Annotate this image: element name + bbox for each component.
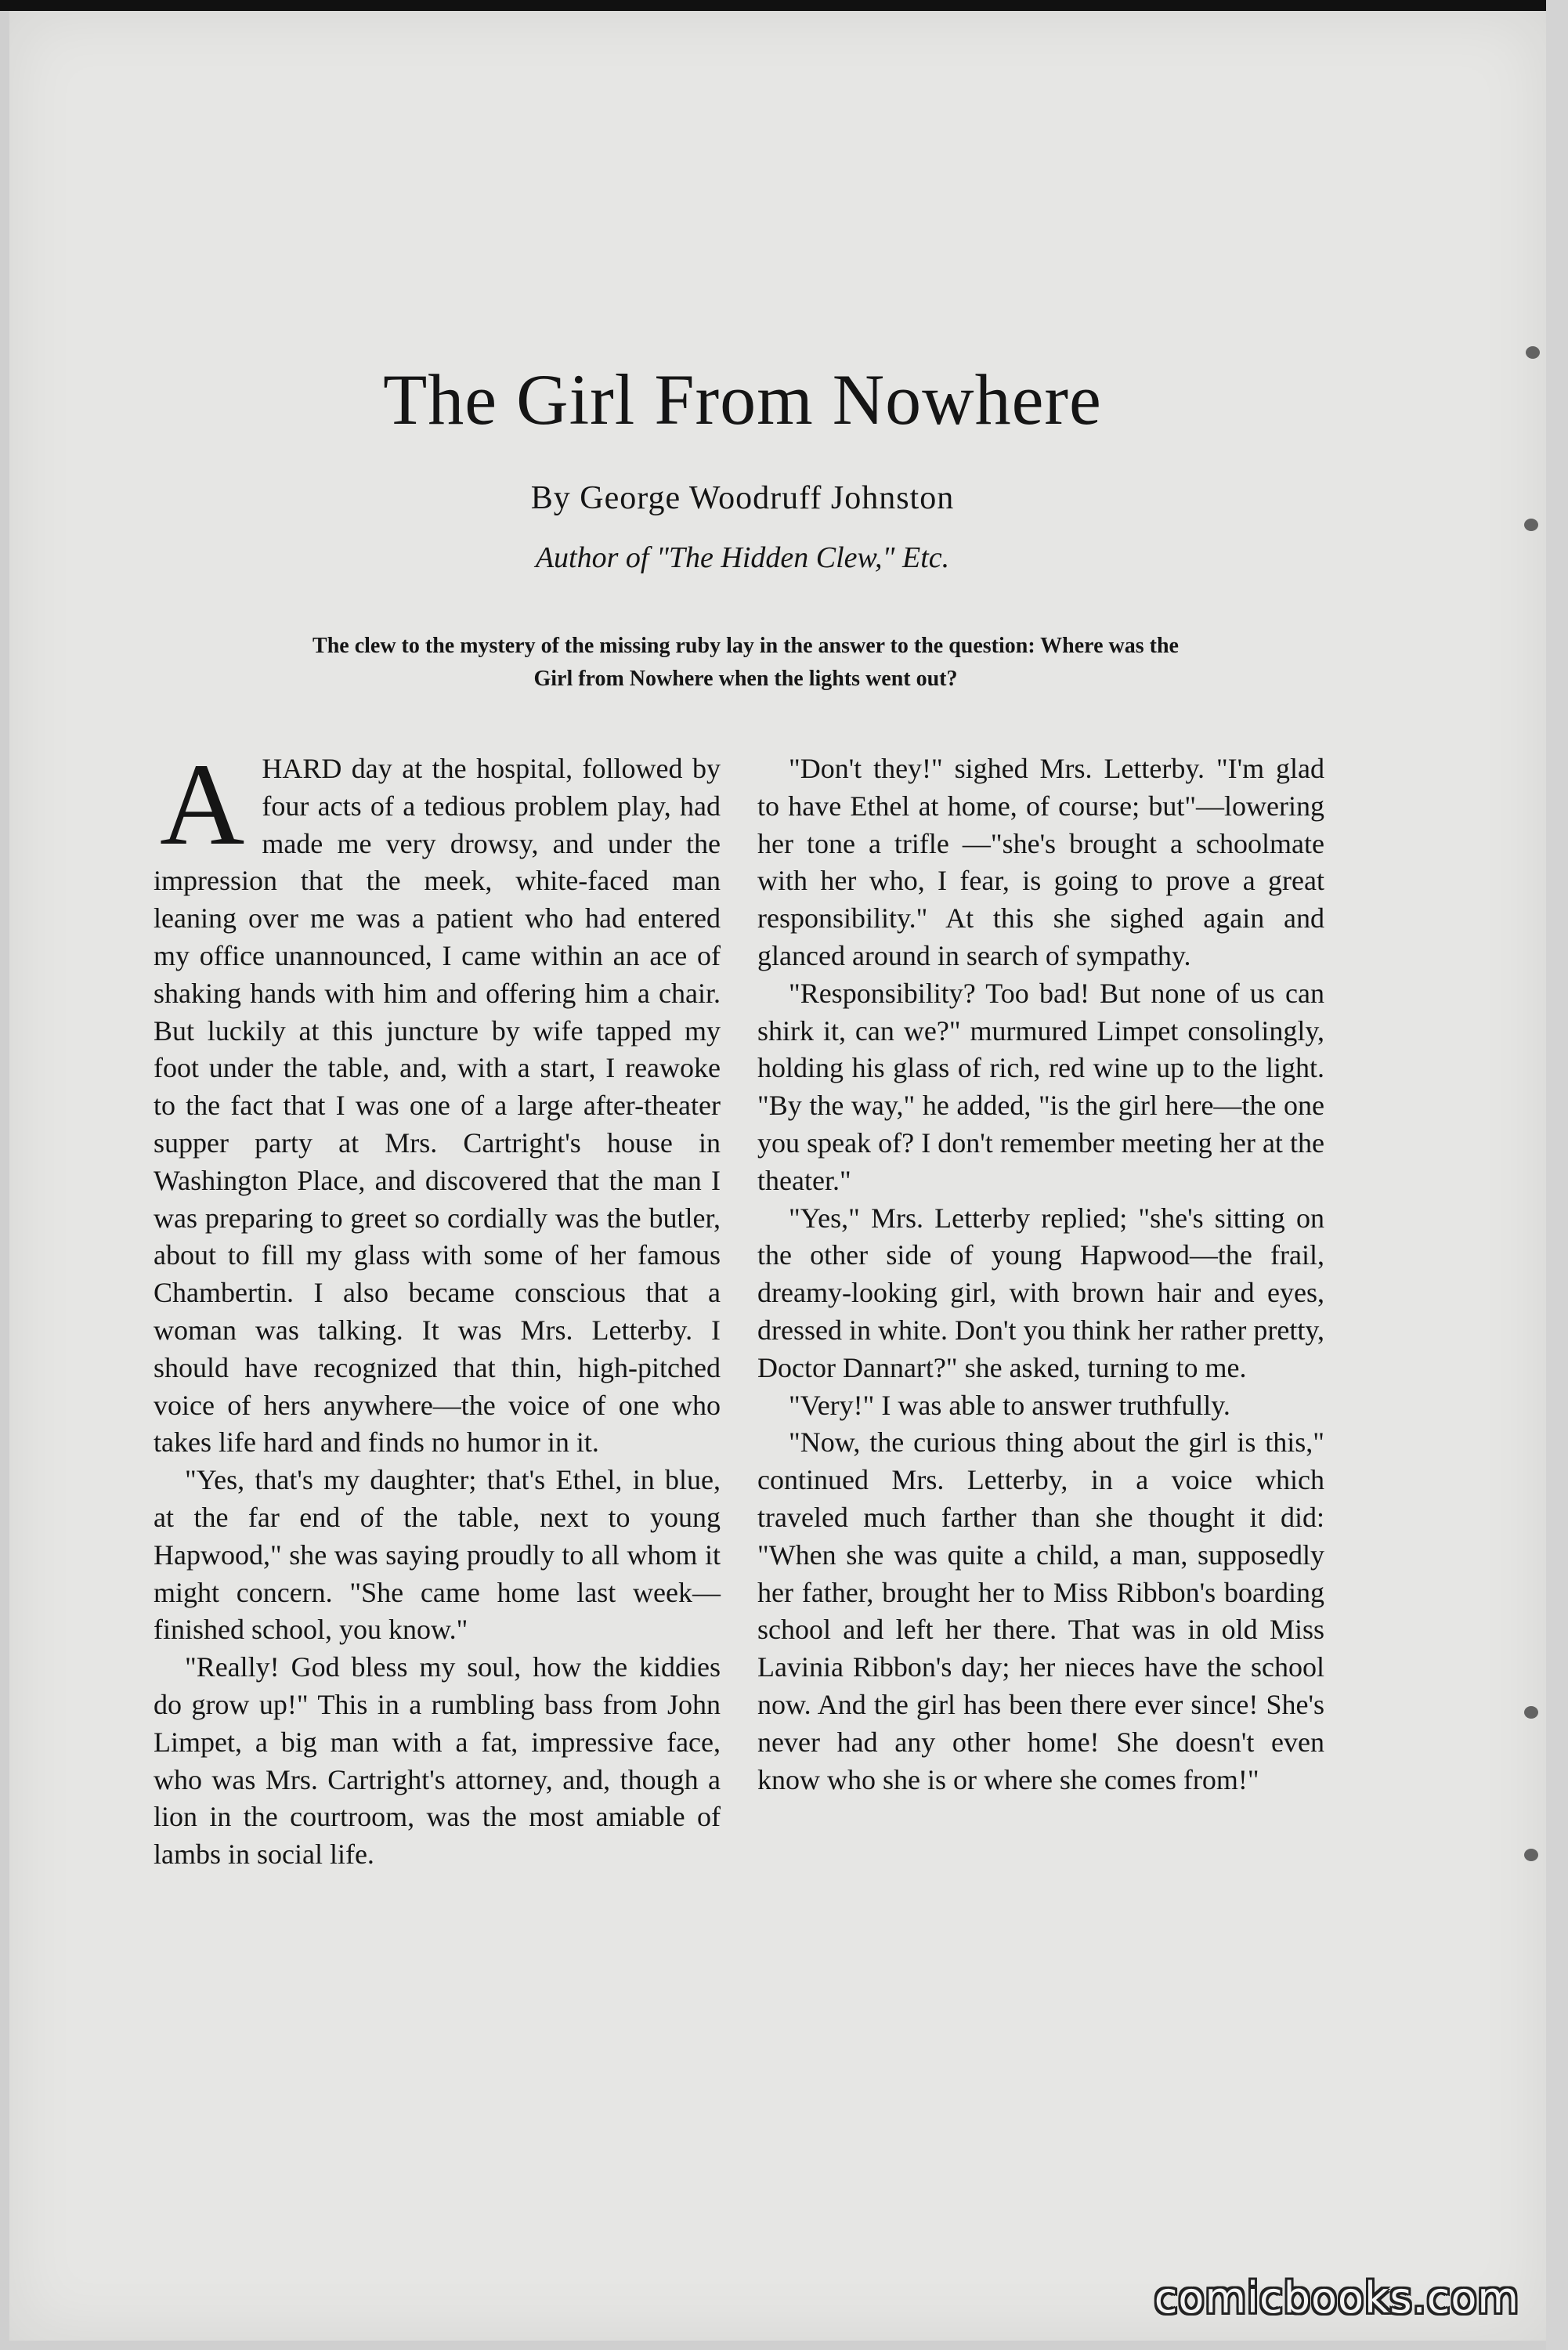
drop-cap: A [160, 739, 245, 870]
binding-hole-icon [1526, 346, 1540, 359]
paragraph: "Now, the curious thing about the girl is this," continued Mrs. Letterby, in a voice which traveled much farther than she thought it did: "When she was quite a child, a man, supposedly her father, brought her to Miss Ribbon's boarding school and left her there. That was in old Miss Lavinia Ribbon's day; her nieces have the school now. And the girl has been there ever since! She's never had any other home! She doesn't even know who she is or where she comes from!" [757, 1426, 1324, 1795]
paragraph [154, 739, 721, 1462]
page-edge [1546, 0, 1568, 2350]
story-deck: The clew to the mystery of the missing ruby lay in the answer to the question: Where was the Girl from Nowhere when the lights went out? [313, 634, 1179, 691]
binding-hole-icon [1524, 519, 1538, 531]
paragraph: "Yes," Mrs. Letterby replied; "she's sitting on the other side of young Hapwood—the frail, dreamy-looking girl, with brown hair and eyes, dressed in white. Don't you think her rather pretty, Doctor Dannart?" she asked, turning to me. [757, 1202, 1324, 1383]
paragraph: "Very!" I was able to answer truthfully. [789, 1389, 1230, 1421]
right-column [757, 750, 1324, 1799]
top-border [0, 0, 1568, 11]
binding-hole-icon [1524, 1849, 1538, 1861]
paragraph: "Yes, that's my daughter; that's Ethel, in blue, at the far end of the table, next to young Hapwood," she was saying proudly to all whom it might concern. "She came home last week—finished school, you know." [154, 1464, 721, 1646]
left-column [154, 739, 721, 1874]
paragraph-text: HARD day at the hospital, followed by four acts of a tedious problem play, had made me very drowsy, and under the impression that the meek, white-faced man leaning over me was a patient who had entered my office unannounced, I came within an ace of shaking hands with him and offering him a chair. But luckily at this juncture by wife tapped my foot under the table, and, with a start, I reawoke to the fact that I was one of a large after-theater supper party at Mrs. Cartright's house in Washington Place, and discovered that the man I was preparing to greet so cordially was the butler, about to fill my glass with some of her famous Chambertin. I also became conscious that a woman was talking. It was Mrs. Letterby. I should have recognized that thin, high-pitched voice of hers anywhere—the voice of one who takes life hard and finds no humor in it. [154, 753, 721, 1459]
author-credit: Author of "The Hidden Clew," Etc. [535, 541, 950, 574]
paragraph: "Really! God bless my soul, how the kiddies do grow up!" This in a rumbling bass from John Limpet, a big man with a fat, impressive face, who was Mrs. Cartright's attorney, and, though a lion in the courtroom, was the most amiable of lambs in social life. [154, 1651, 721, 1871]
binding-hole-icon [1524, 1706, 1538, 1719]
watermark: comicbooks.com [1154, 2273, 1519, 2323]
paragraph: "Don't they!" sighed Mrs. Letterby. "I'm glad to have Ethel at home, of course; but"—lowering her tone a trifle —"she's brought a schoolmate with her who, I fear, is going to prove a great responsibility." At this she sighed again and glanced around in search of sympathy. [757, 753, 1324, 971]
story-title: The Girl From Nowhere [383, 360, 1102, 439]
magazine-page [9, 9, 1546, 2341]
paragraph: "Responsibility? Too bad! But none of us can shirk it, can we?" murmured Limpet consolingly, holding his glass of rich, red wine up to the light. "By the way," he added, "is the girl here—the one you speak of? I don't remember meeting her at the theater." [757, 977, 1324, 1196]
byline: By George Woodruff Johnston [530, 480, 955, 516]
